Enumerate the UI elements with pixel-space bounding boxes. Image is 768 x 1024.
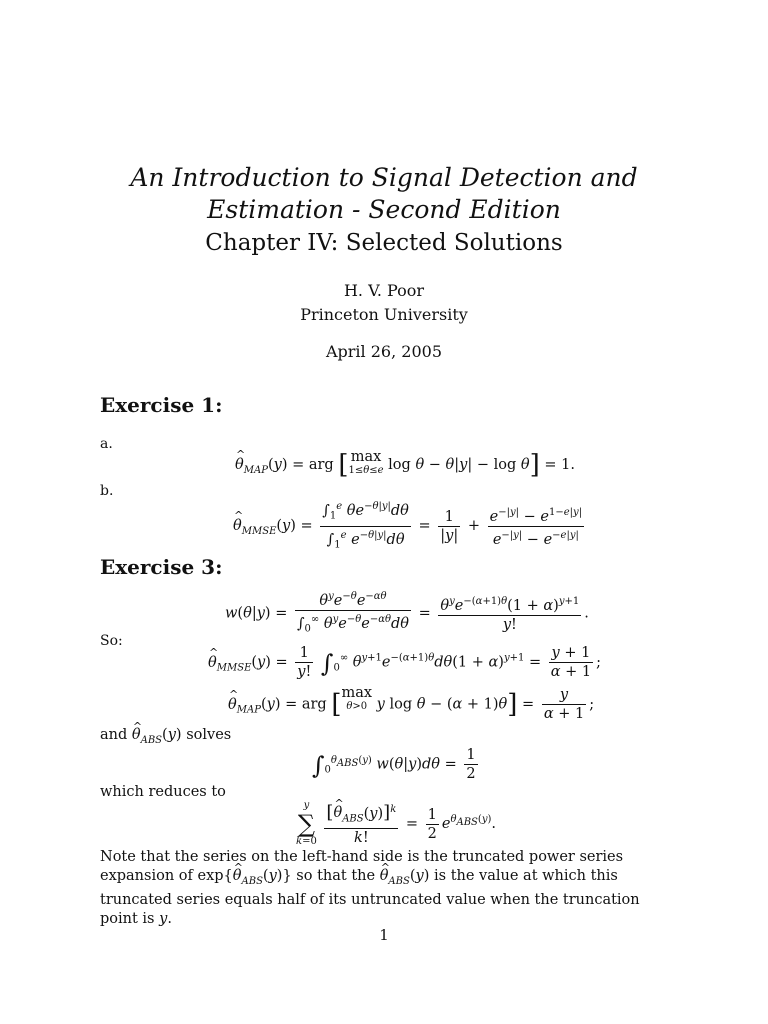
title-line-1: An Introduction to Signal Detection and: [130, 163, 638, 192]
exercise-1-heading: Exercise 1:: [100, 393, 223, 417]
equation-mmse-ex1: ^ $\theta_{MMSE}(y)$ = $\frac{\int_1^e \theta e^{-\theta|y|}d\theta}{\int_1^e e^{-\theta|y|}d\theta}$ = $\frac{1}{|y|}$ + $\frac{e^{-|y|} - e^{1-e|y|}}{e^{-|y|} - e^{-e|y|}}$: [233, 498, 587, 554]
note-paragraph: Note that the series on the left-hand side is the truncated power series expansion of exp{^ $\theta_{ABS}(y)$} so that the ^ $\theta_{ABS}(y)$ is the value at which this truncated series equals half of its untruncated value when the truncation point is y.: [100, 848, 680, 929]
title-line-2: Estimation - Second Edition: [207, 195, 561, 224]
date: April 26, 2005: [325, 342, 442, 361]
page-number: 1: [379, 926, 389, 944]
chapter-subtitle: Chapter IV: Selected Solutions: [205, 230, 563, 256]
part-b-label: b.: [100, 483, 114, 499]
and-solves-line: and ^ $\theta_{ABS}(y)$ solves: [100, 726, 670, 750]
equation-mmse-ex3: ^ $\theta_{MMSE}(y)$ = $\frac{1}{y!}$ $\int_0^\infty$ $\theta^{y+1}e^{-(\alpha+1)\theta}d\theta(1 + \alpha)^{y+1}$ = $\frac{y + 1}{\alpha + 1}$ ;: [208, 644, 601, 681]
so-label: So:: [100, 633, 123, 649]
author: H. V. Poor: [343, 281, 425, 300]
equation-map-ex1: ^ $\theta_{MAP}(y)$ = arg [ max 1≤θ≤e log θ − θ|y| − log θ] = 1.: [235, 450, 575, 480]
reduces-label: which reduces to: [100, 784, 226, 800]
equation-abs-integral: $\int_0^{\theta_{ABS}(y)}$ w(θ|y)dθ = $\frac{1}{2}$: [312, 747, 476, 782]
equation-map-ex3: ^ $\theta_{MAP}(y)$ = arg [max θ>0 y log θ − (α + 1)θ] = $\frac{y}{\alpha + 1}$ ;: [228, 686, 594, 723]
affiliation: Princeton University: [300, 305, 468, 324]
equation-posterior: w(θ|y) = $\frac{\theta^ye^{-\theta}e^{-\alpha\theta}}{\int_0^\infty \theta^ye^{-\theta}e^{-\alpha\theta}d\theta}$ = $\frac{\theta^ye^{-(\alpha+1)\theta}(1 + \alpha)^{y+1}}{y!}$ .: [225, 588, 589, 639]
equation-series: y ∑ k=0 $\frac{[\^{} \theta_{ABS}(y)]^k}{k!}$ = $\frac{1}{2}$ $e^{\theta_{ABS}(y)}$.: [296, 800, 496, 848]
exercise-3-heading: Exercise 3:: [100, 555, 223, 579]
part-a-label: a.: [100, 436, 113, 452]
